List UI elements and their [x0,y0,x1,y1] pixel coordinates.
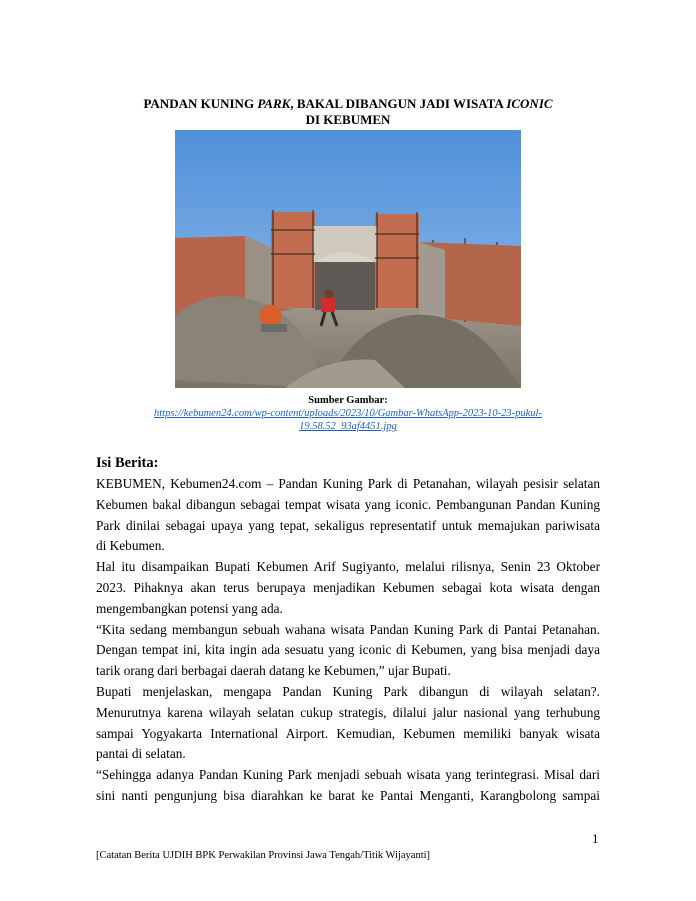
text-line: tarik orang dari berbagai daerah datang ke Kebumen,” ujar Bupati. [96,663,451,679]
text-line: Park dinilai sebagai upaya yang tepat, sekaligus representatif untuk memajukan pariwisata [96,517,600,533]
section-heading: Isi Berita: [96,455,159,471]
source-link-cont[interactable]: 19.58.52_93af4451.jpg [299,421,397,432]
source-link[interactable]: https://kebumen24.com/wp-content/uploads/2023/10/Gambar-WhatsApp-2023-10-23-pukul- [154,408,542,419]
paragraph [96,557,600,619]
text-line: sampai Yogyakarta International Airport. Kemudian, Kebumen memiliki banyak wisata [96,725,600,741]
text-line: di Kebumen. [96,538,165,554]
text-line: mengembangkan potensi yang ada. [96,600,283,616]
text-line: “Sehingga adanya Pandan Kuning Park menjadi sebuah wisata yang terintegrasi. Misal dari [96,767,600,783]
construction-photo [175,130,521,388]
text-line: Dengan tempat ini, kita ingin ada sesuatu yang iconic di Kebumen, yang bisa menjadi daya [96,642,600,658]
text-line: Bupati menjelaskan, mengapa Pandan Kuning Park dibangun di wilayah selatan?. [96,683,600,699]
paragraph [96,474,600,557]
article-title [96,96,600,128]
paragraph [96,765,600,807]
title-line-2: DI KEBUMEN [305,112,391,127]
image-caption [96,394,600,433]
paragraph [96,620,600,682]
text-line: 2023. Pihaknya akan terus berupaya menjadikan Kebumen sebagai kota wisata dengan [96,579,600,595]
text-line: Hal itu disampaikan Bupati Kebumen Arif Sugiyanto, melalui rilisnya, Senin 23 Oktober [96,559,600,575]
text-line: pantai di selatan. [96,746,186,762]
text-line: Menurutnya karena wilayah selatan cukup strategis, dilalui jalur nasional yang terhubung [96,704,600,720]
title-line-1: PANDAN KUNING PARK, BAKAL DIBANGUN JADI WISATA ICONIC [143,96,553,111]
text-line: KEBUMEN, Kebumen24.com – Pandan Kuning Park di Petanahan, wilayah pesisir selatan [96,476,600,491]
page-number: 1 [592,831,599,846]
text-line: sini nanti pengunjung bisa diarahkan ke barat ke Pantai Menganti, Karangbolong sampai [96,787,600,803]
paragraph [96,682,600,765]
page-footer: [Catatan Berita UJDIH BPK Perwakilan Provinsi Jawa Tengah/Titik Wijayanti] [96,850,431,861]
caption-label: Sumber Gambar: [308,395,388,406]
article-body [96,474,600,807]
text-line: Kebumen bakal dibangun sebagai tempat wisata yang iconic. Pembangunan Pandan Kuning [96,496,600,512]
text-line: “Kita sedang membangun sebuah wahana wisata Pandan Kuning Park di Pantai Petanahan. [96,621,600,637]
